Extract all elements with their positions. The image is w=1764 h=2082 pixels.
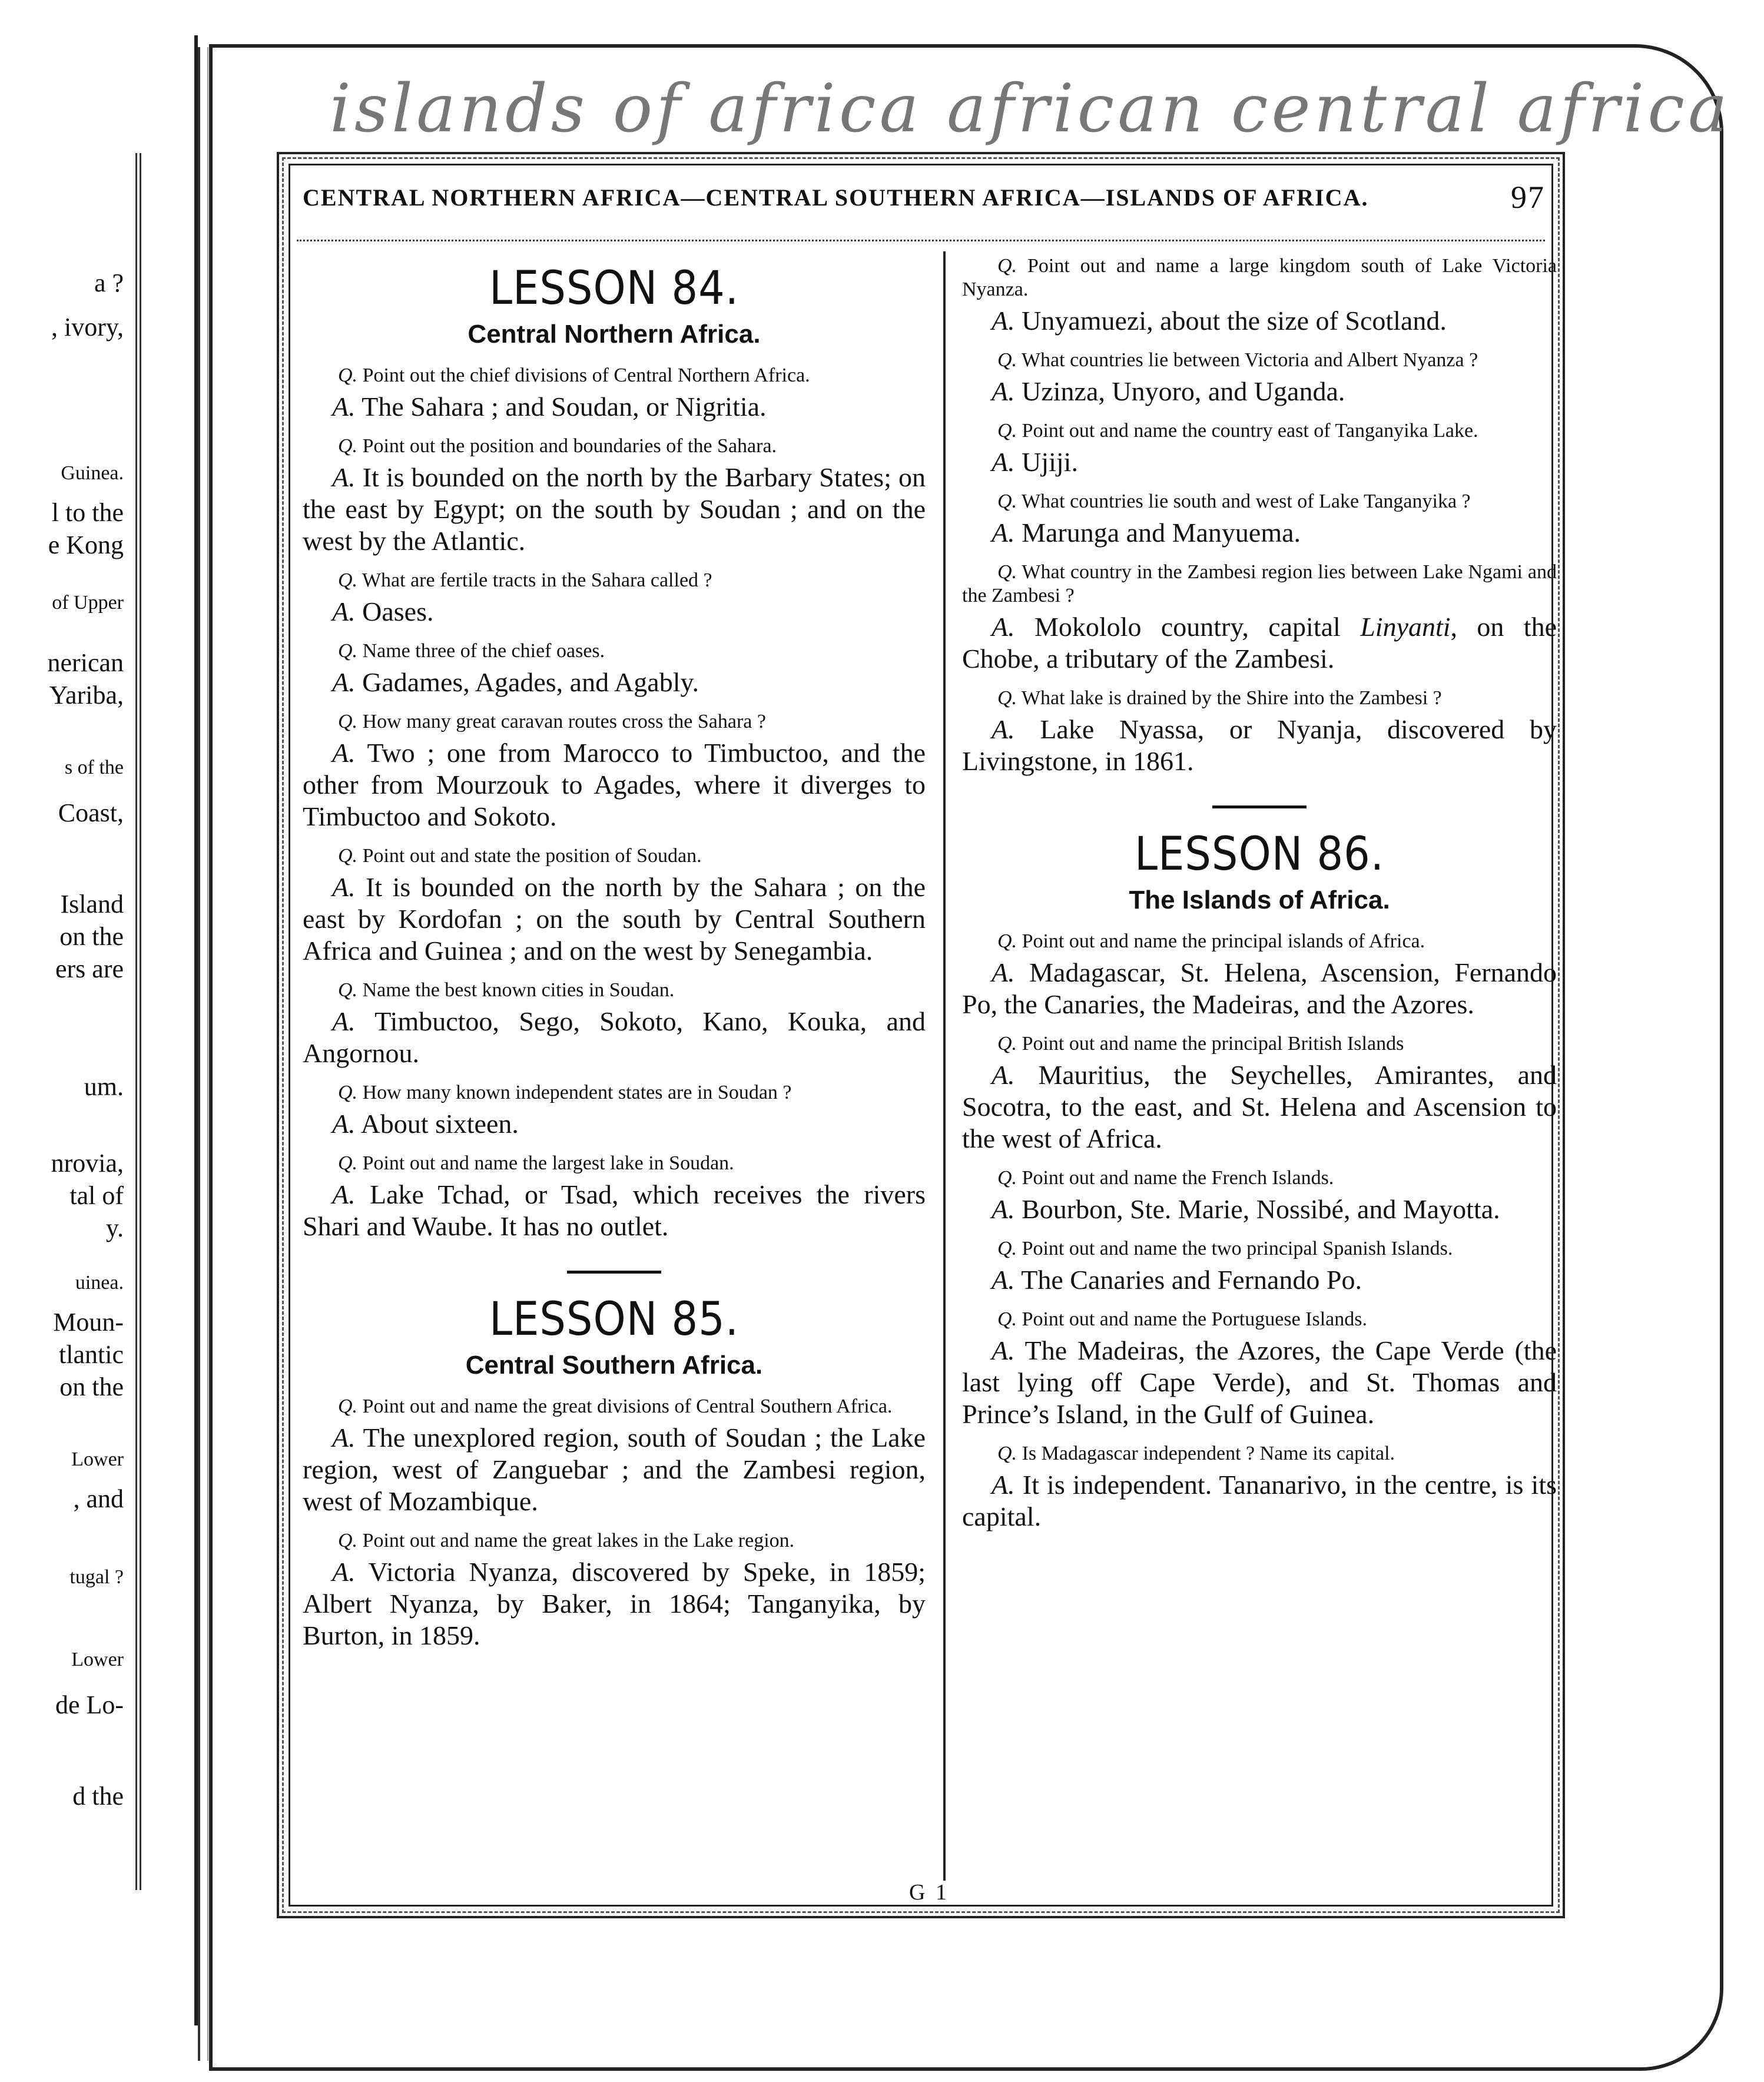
q-label: Q. [997, 687, 1017, 709]
answer [303, 871, 926, 967]
a-label: A. [992, 1470, 1015, 1500]
answer-text: Mokololo country, capital [1034, 612, 1361, 642]
q-label: Q. [338, 845, 358, 867]
a-label: A. [332, 1109, 356, 1139]
question [962, 687, 1557, 710]
a-label: A. [332, 1423, 356, 1453]
answer-text: Oases. [362, 596, 434, 626]
left-fragment: Guinea. [61, 462, 124, 484]
answer-text: It is bounded on the north by the Barbary States; on the east by Egypt; on the south by Soudan ; and on the west by the Atlantic. [303, 462, 926, 556]
a-label: A. [332, 596, 356, 626]
q-label: Q. [997, 1238, 1017, 1259]
question [962, 930, 1557, 953]
question-text: What are fertile tracts in the Sahara called ? [362, 569, 712, 591]
q-label: Q. [338, 364, 358, 386]
question-text: Point out the position and boundaries of the Sahara. [362, 435, 777, 457]
q-label: Q. [997, 349, 1017, 371]
left-fragment: Lower [71, 1448, 124, 1470]
left-fragment: ers are [55, 954, 124, 983]
left-fragment: on the [59, 922, 124, 951]
left-fragment: Moun- [53, 1308, 124, 1337]
q-label: Q. [997, 255, 1017, 277]
question-text: Is Madagascar independent ? Name its capital. [1022, 1443, 1395, 1464]
answer [962, 305, 1557, 337]
a-label: A. [992, 306, 1015, 336]
left-fragment: e Kong [48, 531, 124, 559]
q-label: Q. [338, 569, 358, 591]
question-text: Point out and name the great lakes in the Lake region. [362, 1530, 795, 1551]
answer-text: The Canaries and Fernando Po. [1021, 1265, 1362, 1295]
question-text: Point out and state the position of Soudan. [362, 845, 702, 867]
question [303, 710, 926, 734]
a-label: A. [992, 957, 1015, 987]
question [962, 1166, 1557, 1190]
question-text: Name three of the chief oases. [362, 640, 605, 662]
answer-text: Ujiji. [1022, 447, 1078, 477]
a-label: A. [992, 518, 1015, 548]
answer-text: Bourbon, Ste. Marie, Nossibé, and Mayotta. [1022, 1194, 1500, 1224]
question [303, 364, 926, 387]
handwritten-annotation: islands of africa african central africa [330, 71, 1731, 147]
lesson-85-subtitle: Central Southern Africa. [465, 1351, 763, 1380]
a-label: A. [332, 1179, 356, 1209]
question [303, 844, 926, 868]
left-fragment: s of the [64, 757, 124, 778]
answer-text: Lake Nyassa, or Nyanja, discovered by Livingstone, in 1861. [962, 714, 1557, 776]
answer [303, 1422, 926, 1517]
q-label: Q. [997, 490, 1017, 512]
answer [303, 1108, 926, 1140]
question-text: Point out and name the country east of Tanganyika Lake. [1022, 420, 1478, 442]
a-label: A. [332, 462, 356, 492]
question-text: What countries lie south and west of Lake Tanganyika ? [1021, 490, 1471, 512]
answer [962, 714, 1557, 777]
running-head [303, 180, 1545, 219]
answer [303, 1006, 926, 1069]
q-label: Q. [997, 930, 1017, 952]
left-fragment: de Lo- [55, 1690, 124, 1719]
q-label: Q. [338, 1082, 358, 1103]
question [303, 435, 926, 458]
answer [962, 376, 1557, 407]
a-label: A. [332, 1006, 356, 1036]
answer [303, 1179, 926, 1242]
answer-text: Uzinza, Unyoro, and Uganda. [1022, 376, 1345, 406]
running-head-title: CENTRAL NORTHERN AFRICA—CENTRAL SOUTHERN AFRICA—ISLANDS OF AFRICA. [303, 184, 1369, 211]
q-label: Q. [338, 711, 358, 732]
lesson-85-title: LESSON 85. [489, 1293, 740, 1346]
lesson-84-title: LESSON 84. [489, 262, 740, 315]
question-text: Point out and name the principal islands of Africa. [1022, 930, 1425, 952]
answer-text: Mauritius, the Seychelles, Amirantes, and Socotra, to the east, and St. Helena and Ascension to the west of Africa. [962, 1060, 1557, 1153]
answer-text: About sixteen. [360, 1109, 519, 1139]
left-fragment: , and [73, 1484, 124, 1513]
question [303, 569, 926, 592]
answer-text: The Madeiras, the Azores, the Cape Verde (the last lying off Cape Verde), and St. Thomas and Prince’s Island, in the Gulf of Guinea. [962, 1335, 1557, 1429]
a-label: A. [992, 1335, 1015, 1365]
q-label: Q. [338, 979, 358, 1001]
question [303, 979, 926, 1002]
question-text: Point out the chief divisions of Central Northern Africa. [362, 364, 810, 386]
lesson-84-subtitle: Central Northern Africa. [467, 320, 761, 349]
question [962, 419, 1557, 443]
question [303, 639, 926, 663]
left-column [303, 254, 926, 1652]
left-facing-page [0, 35, 198, 2025]
answer [962, 1264, 1557, 1296]
answer [962, 1193, 1557, 1225]
question [962, 1237, 1557, 1261]
a-label: A. [332, 392, 356, 422]
answer-text: Two ; one from Marocco to Timbuctoo, and the other from Mourzouk to Agades, where it diverges to Timbuctoo and Sokoto. [303, 738, 926, 831]
answer [962, 1469, 1557, 1533]
question-text: What lake is drained by the Shire into the Zambesi ? [1021, 687, 1442, 709]
answer [962, 611, 1557, 675]
question [303, 1395, 926, 1418]
q-label: Q. [338, 1152, 358, 1174]
left-fragment: nrovia, [51, 1149, 124, 1178]
left-fragment: Coast, [58, 798, 124, 827]
q-label: Q. [997, 1033, 1017, 1055]
question [962, 561, 1557, 608]
question-text: Point out and name the French Islands. [1022, 1167, 1334, 1189]
left-fragment: uinea. [75, 1272, 124, 1294]
a-label: A. [992, 612, 1015, 642]
left-fragment: tlantic [59, 1340, 124, 1369]
left-page-border [0, 153, 141, 1890]
section-divider [1212, 805, 1307, 808]
a-label: A. [992, 1265, 1015, 1295]
lesson-86-subtitle: The Islands of Africa. [1129, 886, 1390, 914]
answer-text: Lake Tchad, or Tsad, which receives the rivers Shari and Waube. It has no outlet. [303, 1179, 926, 1241]
q-label: Q. [997, 1167, 1017, 1189]
q-label: Q. [338, 640, 358, 662]
left-fragment: y. [105, 1214, 124, 1242]
answer [962, 957, 1557, 1020]
answer-text: Marunga and Manyuema. [1022, 518, 1301, 548]
q-label: Q. [997, 561, 1017, 583]
column-rule [943, 251, 946, 1881]
question-text: Point out and name a large kingdom south of Lake Victoria Nyanza. [962, 255, 1557, 300]
answer [303, 596, 926, 628]
answer-text: It is bounded on the north by the Sahara ; on the east by Kordofan ; on the south by Central Southern Africa and Guinea ; and on the west by Senegambia. [303, 872, 926, 966]
answer-text: , on the Chobe, a tributary of the Zambesi. [962, 612, 1557, 674]
question-text: Point out and name the principal British Islands [1022, 1033, 1404, 1055]
question [962, 1032, 1557, 1056]
right-column [962, 254, 1557, 1533]
question [962, 1442, 1557, 1466]
left-fragment: tal of [69, 1181, 124, 1210]
question [962, 349, 1557, 372]
left-fragment: Island [60, 890, 124, 919]
left-fragment: of Upper [52, 592, 124, 614]
q-label: Q. [997, 420, 1017, 442]
answer-text: Timbuctoo, Sego, Sokoto, Kano, Kouka, and Angornou. [303, 1006, 926, 1068]
section-divider [567, 1271, 661, 1274]
a-label: A. [992, 447, 1015, 477]
question [962, 1308, 1557, 1331]
answer-text: The Sahara ; and Soudan, or Nigritia. [362, 392, 767, 422]
a-label: A. [992, 1194, 1015, 1224]
question [962, 490, 1557, 513]
answer-text: The unexplored region, south of Soudan ; the Lake region, west of Zanguebar ; and the Zambesi region, west of Mozambique. [303, 1423, 926, 1516]
question-text: Name the best known cities in Soudan. [362, 979, 675, 1001]
answer [303, 391, 926, 423]
answer [962, 1059, 1557, 1155]
book-gutter [198, 47, 208, 2061]
question [962, 254, 1557, 301]
answer-text: Gadames, Agades, and Agably. [362, 667, 699, 697]
question-text: Point out and name the two principal Spanish Islands. [1022, 1238, 1453, 1259]
printer-signature: G 1 [909, 1880, 949, 1905]
page-frame [277, 152, 1565, 1918]
answer [303, 1556, 926, 1652]
left-fragment: um. [84, 1072, 124, 1101]
answer [962, 446, 1557, 478]
question-text: Point out and name the Portuguese Islands. [1022, 1308, 1367, 1330]
lesson-86-title: LESSON 86. [1134, 828, 1385, 881]
question-text: What countries lie between Victoria and Albert Nyanza ? [1021, 349, 1478, 371]
question [303, 1152, 926, 1175]
left-fragment: , ivory, [51, 313, 124, 342]
left-fragment: a ? [94, 268, 124, 297]
a-label: A. [332, 667, 356, 697]
q-label: Q. [338, 435, 358, 457]
left-fragment: l to the [51, 498, 124, 527]
question-text: Point out and name the great divisions of Central Southern Africa. [362, 1395, 893, 1417]
q-label: Q. [997, 1308, 1017, 1330]
left-fragment: on the [59, 1372, 124, 1401]
question [303, 1081, 926, 1105]
answer [303, 667, 926, 698]
left-fragment: d the [72, 1782, 124, 1811]
a-label: A. [332, 1557, 356, 1587]
answer-text: Unyamuezi, about the size of Scotland. [1022, 306, 1447, 336]
question-text: How many great caravan routes cross the Sahara ? [362, 711, 766, 732]
a-label: A. [332, 872, 356, 902]
a-label: A. [992, 376, 1015, 406]
answer [303, 737, 926, 833]
a-label: A. [992, 1060, 1015, 1090]
answer [962, 517, 1557, 549]
answer-text: It is independent. Tananarivo, in the centre, is its capital. [962, 1470, 1557, 1531]
answer-emphasis: Linyanti [1360, 612, 1451, 642]
question-text: Point out and name the largest lake in Soudan. [362, 1152, 734, 1174]
head-rule [297, 240, 1545, 245]
answer [962, 1335, 1557, 1430]
left-fragment: nerican [47, 648, 124, 677]
left-fragment: tugal ? [69, 1566, 124, 1588]
left-fragment: Lower [71, 1649, 124, 1670]
question [303, 1529, 926, 1553]
left-fragment: Yariba, [49, 681, 124, 710]
answer-text: Madagascar, St. Helena, Ascension, Fernando Po, the Canaries, the Madeiras, and the Azores. [962, 957, 1557, 1019]
page-number: 97 [1511, 180, 1545, 215]
answer [303, 462, 926, 557]
question-text: What country in the Zambesi region lies between Lake Ngami and the Zambesi ? [962, 561, 1557, 606]
q-label: Q. [997, 1443, 1017, 1464]
answer-text: Victoria Nyanza, discovered by Speke, in 1859; Albert Nyanza, by Baker, in 1864; Tanganyika, by Burton, in 1859. [303, 1557, 926, 1650]
q-label: Q. [338, 1395, 358, 1417]
q-label: Q. [338, 1530, 358, 1551]
a-label: A. [992, 714, 1015, 744]
a-label: A. [332, 738, 356, 768]
question-text: How many known independent states are in Soudan ? [362, 1082, 792, 1103]
